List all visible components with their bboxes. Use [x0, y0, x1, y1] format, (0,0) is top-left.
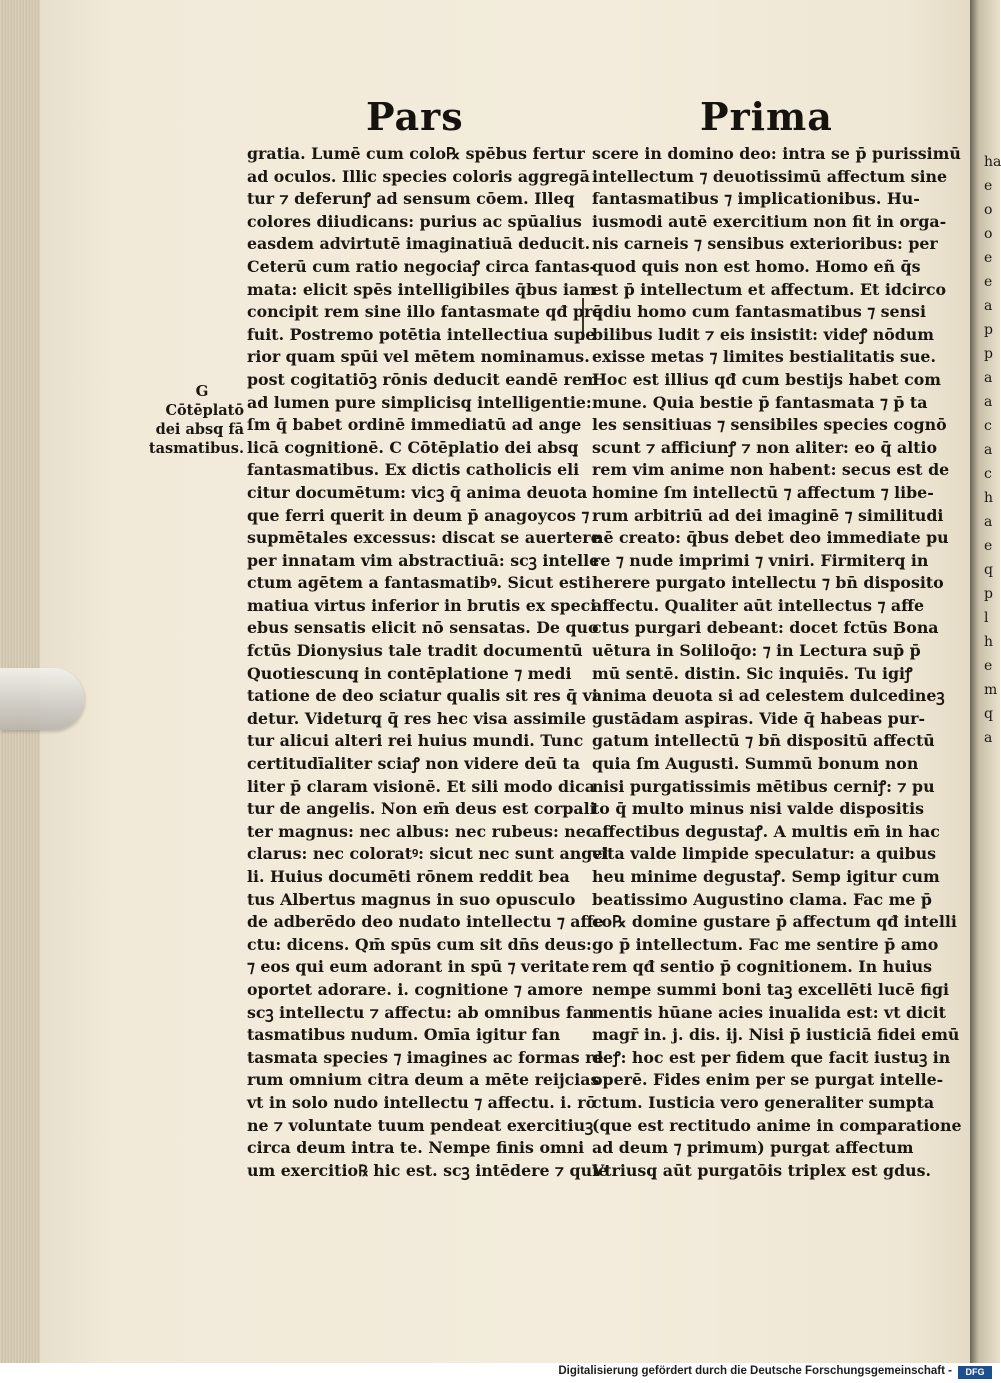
- next-page-letter: l: [984, 610, 989, 626]
- text-line: colores diiudicans: purius ac spūalius: [247, 211, 582, 231]
- text-line: ebus sensatis elicit nō sensatas. De quo: [247, 618, 599, 638]
- next-page-letter: e: [984, 250, 993, 266]
- margin-note-line: dei absq̧ fā: [155, 421, 244, 438]
- margin-note-letter: G: [195, 382, 209, 400]
- text-line: certitudīaliter sciaꝭ non videre deū ta: [247, 754, 581, 774]
- text-line: fantasmatibus ⁊ implicationibus. Hu-: [592, 189, 920, 209]
- text-line: nis carneis ⁊ sensibus exterioribus: per: [592, 234, 938, 254]
- text-line: liter p̄ claram visionē. Et sili modo dica: [247, 776, 595, 796]
- text-line: rum omnium citra deum a mēte reijcias: [247, 1070, 600, 1090]
- next-page-letter: a: [984, 298, 993, 314]
- text-line: de adberēdo deo nudato intellectu ⁊ affe: [247, 912, 604, 932]
- text-line: co℞ domine gustare p̄ affectum qđ intelli: [592, 912, 957, 932]
- text-line: citur documētum: vicꝫ q̄ anima deuota: [247, 482, 588, 502]
- text-line: fuit. Postremo potētia intellectiua supe: [247, 324, 596, 344]
- text-line: ne ⁊ voluntate tuum pendeat exercitiuꝫ: [247, 1115, 594, 1135]
- text-line: Ceterū cum ratio negociaꝭ circa fantas-: [247, 256, 597, 276]
- text-line: Vtriusq̧ aūt purgatōis triplex est gdus.: [592, 1160, 932, 1180]
- text-line: scꝫ intellectu ⁊ affectu: ab omnibus fan: [247, 1002, 595, 1022]
- text-line: affectibus degustaꝭ. A multis em̄ in hac: [592, 821, 940, 841]
- next-page-letter: e: [984, 274, 993, 290]
- running-head-right: Prima: [700, 94, 833, 139]
- margin-note-line: Cōtēplatō: [165, 402, 244, 419]
- text-line: clarus: nec coloratꝰ: sicut nec sunt angel: [247, 844, 609, 864]
- text-line: homine ſm intellectū ⁊ affectum ⁊ libe-: [592, 482, 934, 502]
- text-line: tatione de deo sciatur qualis sit res q̄ vi: [247, 686, 598, 706]
- text-line: nisi purgatissimis mētibus cerniꝭ: ⁊ pu: [592, 776, 935, 796]
- text-line: per innatam vim abstractiuā: scꝫ intelle: [247, 550, 600, 570]
- next-page-letter: h: [984, 490, 994, 506]
- text-line: magr̄ in. j. dis. ij. Nisi p̄ iusticiā fidei emū: [592, 1025, 960, 1045]
- text-line: oportet adorare. i. cognitione ⁊ amore: [247, 979, 584, 999]
- text-line: vt in solo nudo intellectu ⁊ affectu. i. rō: [247, 1092, 597, 1112]
- next-page-letter: m: [984, 682, 998, 698]
- text-line: nempe summi boni taꝫ excellēti lucē figi: [592, 979, 949, 999]
- next-page-letter: a: [984, 514, 993, 530]
- text-line: ctu: dicens. Qm̄ spūs cum sit dn̄s deus:: [247, 934, 592, 954]
- text-line: gustādam aspiras. Vide q̄ habeas pur-: [592, 708, 926, 728]
- text-line: detur. Videturq̧ q̄ res hec visa assimile: [247, 708, 587, 728]
- next-page-letter: p: [984, 346, 993, 362]
- text-line: to q̄ multo minus nisi valde dispositis: [592, 799, 924, 819]
- text-line: rem qđ sentio p̄ cognitionem. In huius: [592, 957, 932, 977]
- text-line: mentis hūane acies inualida est: vt dicit: [592, 1002, 946, 1022]
- right-text-column: [592, 143, 962, 1182]
- text-line: ctum agētem a fantasmatibꝰ. Sicut esti: [247, 573, 592, 593]
- next-page-letter: h: [984, 634, 994, 650]
- next-page-letter: c: [984, 418, 992, 434]
- text-line: les sensitiuas ⁊ sensibiles species cognō: [592, 415, 947, 435]
- next-page-letter: a: [984, 730, 993, 746]
- next-page-letter: o: [984, 202, 993, 218]
- next-page-letter: p: [984, 586, 993, 602]
- text-line: fctūs Dionysius tale tradit documentū: [247, 641, 583, 661]
- text-line: supmētales excessus: discat se auertere: [247, 528, 601, 548]
- text-line: q̄diu homo cum fantasmatibus ⁊ sensi: [592, 302, 926, 322]
- text-line: tasmata species ⁊ imagines ac formas re: [247, 1047, 604, 1067]
- text-line: ad oculos. Illic species coloris aggregā: [247, 166, 590, 186]
- text-line: bilibus ludit ⁊ eis insistit: videꝭ nōdum: [592, 324, 935, 344]
- text-line: tur alicui alteri rei huius mundi. Tunc: [247, 731, 584, 751]
- text-line: tasmatibus nudum. Omīa igitur fan: [247, 1025, 561, 1045]
- text-line: quod quis non est homo. Homo eñ q̄s: [592, 256, 921, 276]
- next-page-letter: q: [984, 706, 993, 722]
- text-line: heu minime degustaꝭ. Semp igitur cum: [592, 867, 940, 886]
- text-line: mū sentē. distin. Sic inquiēs. Tu igiꝭ: [592, 663, 913, 683]
- text-line: beatissimo Augustino clama. Fac me p̄: [592, 889, 932, 909]
- text-line: mata: elicit spēs intelligibiles q̄bus iam: [247, 279, 596, 299]
- next-page-letter: ha: [984, 154, 1001, 170]
- text-line: ad deum ⁊ primum) purgat affectum: [592, 1138, 914, 1158]
- text-line: go p̄ intellectum. Fac me sentire p̄ amo: [592, 934, 939, 954]
- text-line: Quotiescunq̧ in contēplatione ⁊ medi: [247, 663, 572, 683]
- next-page-letter: e: [984, 538, 993, 554]
- margin-note: [140, 382, 244, 458]
- text-line: gatum intellectū ⁊ bn̄ dispositū affectū: [592, 731, 935, 751]
- text-line: matiua virtus inferior in brutis ex speci: [247, 595, 597, 615]
- text-line: Hoc est illius qđ cum bestijs habet com: [592, 369, 941, 389]
- text-line: (que est rectitudo anime in comparatione: [592, 1115, 962, 1135]
- text-line: herere purgato intellectu ⁊ bn̄ disposito: [592, 573, 944, 593]
- next-page-letter: a: [984, 442, 993, 458]
- running-head-left: Pars: [366, 94, 464, 139]
- text-line: ctum. Iusticia vero generaliter sumpta: [592, 1092, 935, 1112]
- text-line: concipit rem sine illo fantasmate qđ pre: [247, 302, 603, 322]
- text-line: fantasmatibus. Ex dictis catholicis eli: [247, 460, 580, 480]
- next-page-letter: p: [984, 322, 993, 338]
- text-line: ⁊ eos qui eum adorant in spū ⁊ veritate: [247, 957, 590, 977]
- text-line: exisse metas ⁊ limites bestialitatis sue.: [592, 347, 936, 367]
- next-page-letter: a: [984, 394, 993, 410]
- text-line: intellectum ⁊ deuotissimū affectum sine: [592, 166, 948, 186]
- text-line: ctus purgari debeant: docet fctūs Bona: [592, 618, 939, 638]
- margin-note-line: tasmatibus.: [148, 440, 244, 457]
- text-line: post cogitatiōꝫ rōnis deducit eandē rem: [247, 369, 599, 389]
- text-line: que ferri querit in deum p̄ anagoycos ⁊: [247, 505, 590, 525]
- left-text-column: [247, 143, 609, 1182]
- text-line: iusmodi autē exercitium non fit in orga-: [592, 211, 947, 231]
- text-line: operē. Fides enim per se purgat intelle-: [592, 1070, 944, 1090]
- dfg-logo: DFG: [958, 1366, 992, 1379]
- text-line: scere in domino deo: intra se p̄ purissimū: [592, 144, 961, 163]
- text-line: circa deum intra te. Nempe finis omni: [247, 1138, 585, 1158]
- text-line: vita valde limpide speculatur: a quibus: [592, 844, 937, 864]
- text-line: uētura in Soliloq̄o: ⁊ in Lectura sup̄ p̄: [592, 641, 921, 661]
- text-line: easdem advirtutē imaginatiuā deducit.: [247, 234, 591, 254]
- next-page-letter: e: [984, 658, 993, 674]
- text-line: affectu. Qualiter aūt intellectus ⁊ affe: [592, 595, 925, 615]
- text-line: quia ſm Augusti. Summū bonum non: [592, 754, 919, 774]
- footer-credit: Digitalisierung gefördert durch die Deutsche Forschungsgemeinschaft -: [558, 1365, 952, 1377]
- next-page-letter: q: [984, 562, 993, 578]
- text-line: tur de angelis. Non em̄ deus est corpali: [247, 799, 596, 819]
- text-line: nē creato: q̄bus debet deo immediate pu: [592, 528, 949, 548]
- text-line: gratia. Lumē cum colo℞ spēbus fertur: [247, 144, 585, 163]
- text-line: anima deuota si ad celestem dulcedineꝫ: [592, 686, 945, 706]
- footer-bar: [0, 1363, 1000, 1383]
- next-page-fragment: [984, 150, 1000, 750]
- next-page-letter: c: [984, 466, 992, 482]
- text-line: tus Albertus magnus in suo opusculo: [247, 889, 576, 909]
- text-line: licā cognitionē. C Cōtēplatio dei absq̧: [247, 437, 579, 457]
- text-line: rior quam spūi vel mētem nominamus.: [247, 347, 590, 367]
- next-page-letter: a: [984, 370, 993, 386]
- text-line: um exercitio℞ hic est. scꝫ intēdere ⁊ quie: [247, 1160, 609, 1180]
- text-line: mune. Quia bestie p̄ fantasmata ⁊ p̄ ta: [592, 392, 928, 412]
- text-line: est p̄ intellectum et affectum. Et idcirco: [592, 279, 946, 299]
- text-line: ſm q̄ babet ordinē immediatū ad ange: [247, 415, 582, 435]
- next-page-letter: e: [984, 178, 993, 194]
- text-line: ter magnus: nec albus: nec rubeus: nec: [247, 821, 596, 841]
- text-line: ad lumen pure simplicisq̧ intelligentie:: [247, 392, 592, 412]
- text-line: scunt ⁊ afficiunꝭ ⁊ non aliter: eo q̄ altio: [592, 437, 938, 457]
- text-line: re ⁊ nude imprimi ⁊ vniri. Firmiterq̧ in: [592, 550, 929, 570]
- text-line: li. Huius documēti rōnem reddit bea: [247, 867, 570, 886]
- text-line: tur ⁊ deferunꝭ ad sensum cōem. Illeq̧: [247, 189, 575, 209]
- page-tab-marker: [0, 668, 84, 730]
- text-line: deꝭ: hoc est per fidem que facit iustuꝫ in: [592, 1047, 951, 1067]
- next-page-letter: o: [984, 226, 993, 242]
- text-line: rem vim anime non habent: secus est de: [592, 460, 950, 480]
- text-line: rum arbitriū ad dei imaginē ⁊ similitudi: [592, 505, 944, 525]
